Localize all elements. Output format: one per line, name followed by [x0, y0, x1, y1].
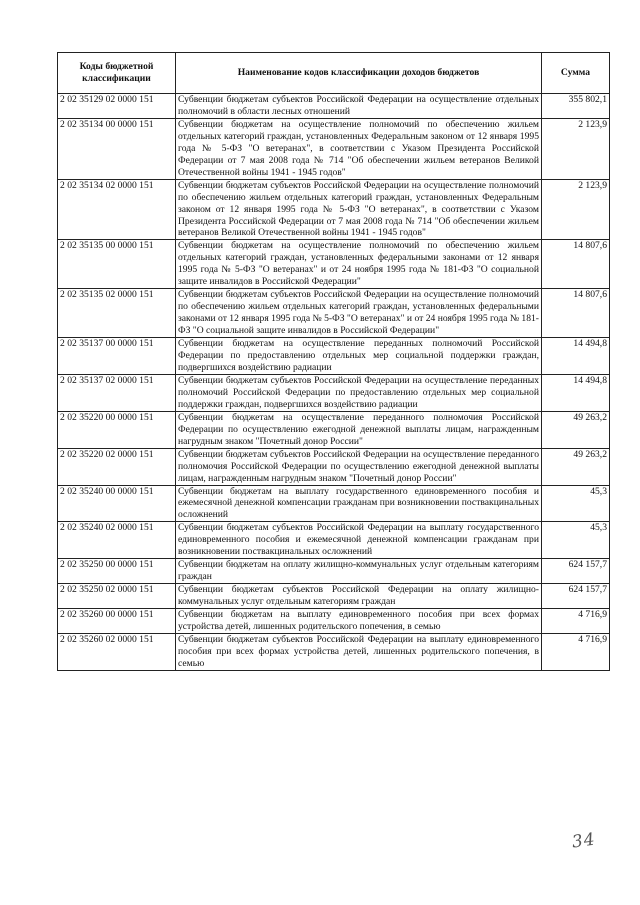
row-sum: 14 807,6: [542, 289, 610, 338]
row-code: 2 02 35134 00 0000 151: [58, 118, 176, 179]
row-code: 2 02 35135 02 0000 151: [58, 289, 176, 338]
table-row: [58, 289, 610, 338]
row-sum: 49 263,2: [542, 411, 610, 448]
row-sum: 14 494,8: [542, 374, 610, 411]
row-code: 2 02 35220 02 0000 151: [58, 448, 176, 485]
row-sum: 355 802,1: [542, 94, 610, 119]
row-name: Субвенции бюджетам на осуществление переданного полномочия Российской Федерации по осуществлению ежегодной денежной выплаты лицам, награжденным нагрудным знаком "Почетный донор России": [176, 411, 542, 448]
row-name: Субвенции бюджетам субъектов Российской Федерации на осуществление отдельных полномочий в области лесных отношений: [176, 94, 542, 119]
table-row: [58, 559, 610, 584]
row-sum: 624 157,7: [542, 584, 610, 609]
row-sum: 2 123,9: [542, 118, 610, 179]
row-code: 2 02 35220 00 0000 151: [58, 411, 176, 448]
table-row: [58, 118, 610, 179]
row-code: 2 02 35260 00 0000 151: [58, 609, 176, 634]
header-sum: Сумма: [542, 53, 610, 94]
row-name: Субвенции бюджетам на выплату единовременного пособия при всех формах устройства детей, лишенных родительского попечения, в семью: [176, 609, 542, 634]
row-name: Субвенции бюджетам на осуществление полномочий по обеспечению жильем отдельных категорий граждан, установленных Федеральным законом от 12 января 1995 года № 5-ФЗ "О ветеранах", в соответствии с Указом Президента Российской Федерации от 7 мая 2008 года № 714 "Об обеспечении жильем ветеранов Великой Отечественной войны 1941 - 1945 годов": [176, 118, 542, 179]
handwritten-page-number: 34: [570, 829, 597, 853]
row-code: 2 02 35240 02 0000 151: [58, 522, 176, 559]
table-row: [58, 179, 610, 240]
header-name: Наименование кодов классификации доходов бюджетов: [176, 53, 542, 94]
table-row: [58, 584, 610, 609]
row-name: Субвенции бюджетам на оплату жилищно-коммунальных услуг отдельным категориям граждан: [176, 559, 542, 584]
row-code: 2 02 35137 00 0000 151: [58, 338, 176, 375]
table-header-row: [58, 53, 610, 94]
row-code: 2 02 35260 02 0000 151: [58, 633, 176, 670]
row-name: Субвенции бюджетам субъектов Российской Федерации на осуществление переданных полномочий Российской Федерации по предоставлению отдельных мер социальной поддержки граждан, подвергшихся воздействию радиации: [176, 374, 542, 411]
row-sum: 49 263,2: [542, 448, 610, 485]
row-sum: 45,3: [542, 522, 610, 559]
row-sum: 624 157,7: [542, 559, 610, 584]
row-name: Субвенции бюджетам субъектов Российской Федерации на осуществление полномочий по обеспечению жильем отдельных категорий граждан, установленных Федеральным законом от 12 января 1995 года № 5-ФЗ "О ветеранах", в соответствии с Указом Президента Российской Федерации от 7 мая 2008 года № 714 "Об обеспечении жильем ветеранов Великой Отечественной войны 1941 - 1945 годов": [176, 179, 542, 240]
table-body: [58, 94, 610, 671]
row-name: Субвенции бюджетам субъектов Российской Федерации на осуществление полномочий по обеспечению жильем отдельных категорий граждан, установленных федеральными законами от 12 января 1995 года № 5-ФЗ "О ветеранах" и от 24 ноября 1995 года № 181-ФЗ "О социальной защите инвалидов в Российской Федерации": [176, 289, 542, 338]
row-name: Субвенции бюджетам субъектов Российской Федерации на осуществление переданного полномочия Российской Федерации по осуществлению ежегодной денежной выплаты лицам, награжденным нагрудным знаком "Почетный донор России": [176, 448, 542, 485]
row-code: 2 02 35134 02 0000 151: [58, 179, 176, 240]
row-sum: 2 123,9: [542, 179, 610, 240]
row-sum: 45,3: [542, 485, 610, 522]
row-name: Субвенции бюджетам на выплату государственного единовременного пособия и ежемесячной денежной компенсации гражданам при возникновении поствакцинальных осложнений: [176, 485, 542, 522]
row-code: 2 02 35129 02 0000 151: [58, 94, 176, 119]
table-row: [58, 94, 610, 119]
row-code: 2 02 35137 02 0000 151: [58, 374, 176, 411]
row-name: Субвенции бюджетам субъектов Российской Федерации на выплату государственного единовременного пособия и ежемесячной денежной компенсации гражданам при возникновении поствакцинальных осложнений: [176, 522, 542, 559]
table-row: [58, 633, 610, 670]
table-row: [58, 338, 610, 375]
row-code: 2 02 35250 00 0000 151: [58, 559, 176, 584]
row-name: Субвенции бюджетам субъектов Российской Федерации на оплату жилищно-коммунальных услуг отдельным категориям граждан: [176, 584, 542, 609]
row-sum: 14 494,8: [542, 338, 610, 375]
table-row: [58, 448, 610, 485]
table-row: [58, 240, 610, 289]
table-row: [58, 609, 610, 634]
row-sum: 4 716,9: [542, 633, 610, 670]
header-code: Коды бюджетной классификации: [58, 53, 176, 94]
table-row: [58, 411, 610, 448]
row-code: 2 02 35240 00 0000 151: [58, 485, 176, 522]
table-row: [58, 374, 610, 411]
row-name: Субвенции бюджетам на осуществление переданных полномочий Российской Федерации по предоставлению отдельных мер социальной поддержки граждан, подвергшихся воздействию радиации: [176, 338, 542, 375]
row-code: 2 02 35135 00 0000 151: [58, 240, 176, 289]
row-code: 2 02 35250 02 0000 151: [58, 584, 176, 609]
row-name: Субвенции бюджетам субъектов Российской Федерации на выплату единовременного пособия при всех формах устройства детей, лишенных родительского попечения, в семью: [176, 633, 542, 670]
budget-classification-table: [57, 52, 610, 671]
table-row: [58, 522, 610, 559]
row-sum: 14 807,6: [542, 240, 610, 289]
row-name: Субвенции бюджетам на осуществление полномочий по обеспечению жильем отдельных категорий граждан, установленных федеральными законами от 12 января 1995 года № 5-ФЗ "О ветеранах" и от 24 ноября 1995 года № 181-ФЗ "О социальной защите инвалидов в Российской Федерации": [176, 240, 542, 289]
row-sum: 4 716,9: [542, 609, 610, 634]
table-row: [58, 485, 610, 522]
